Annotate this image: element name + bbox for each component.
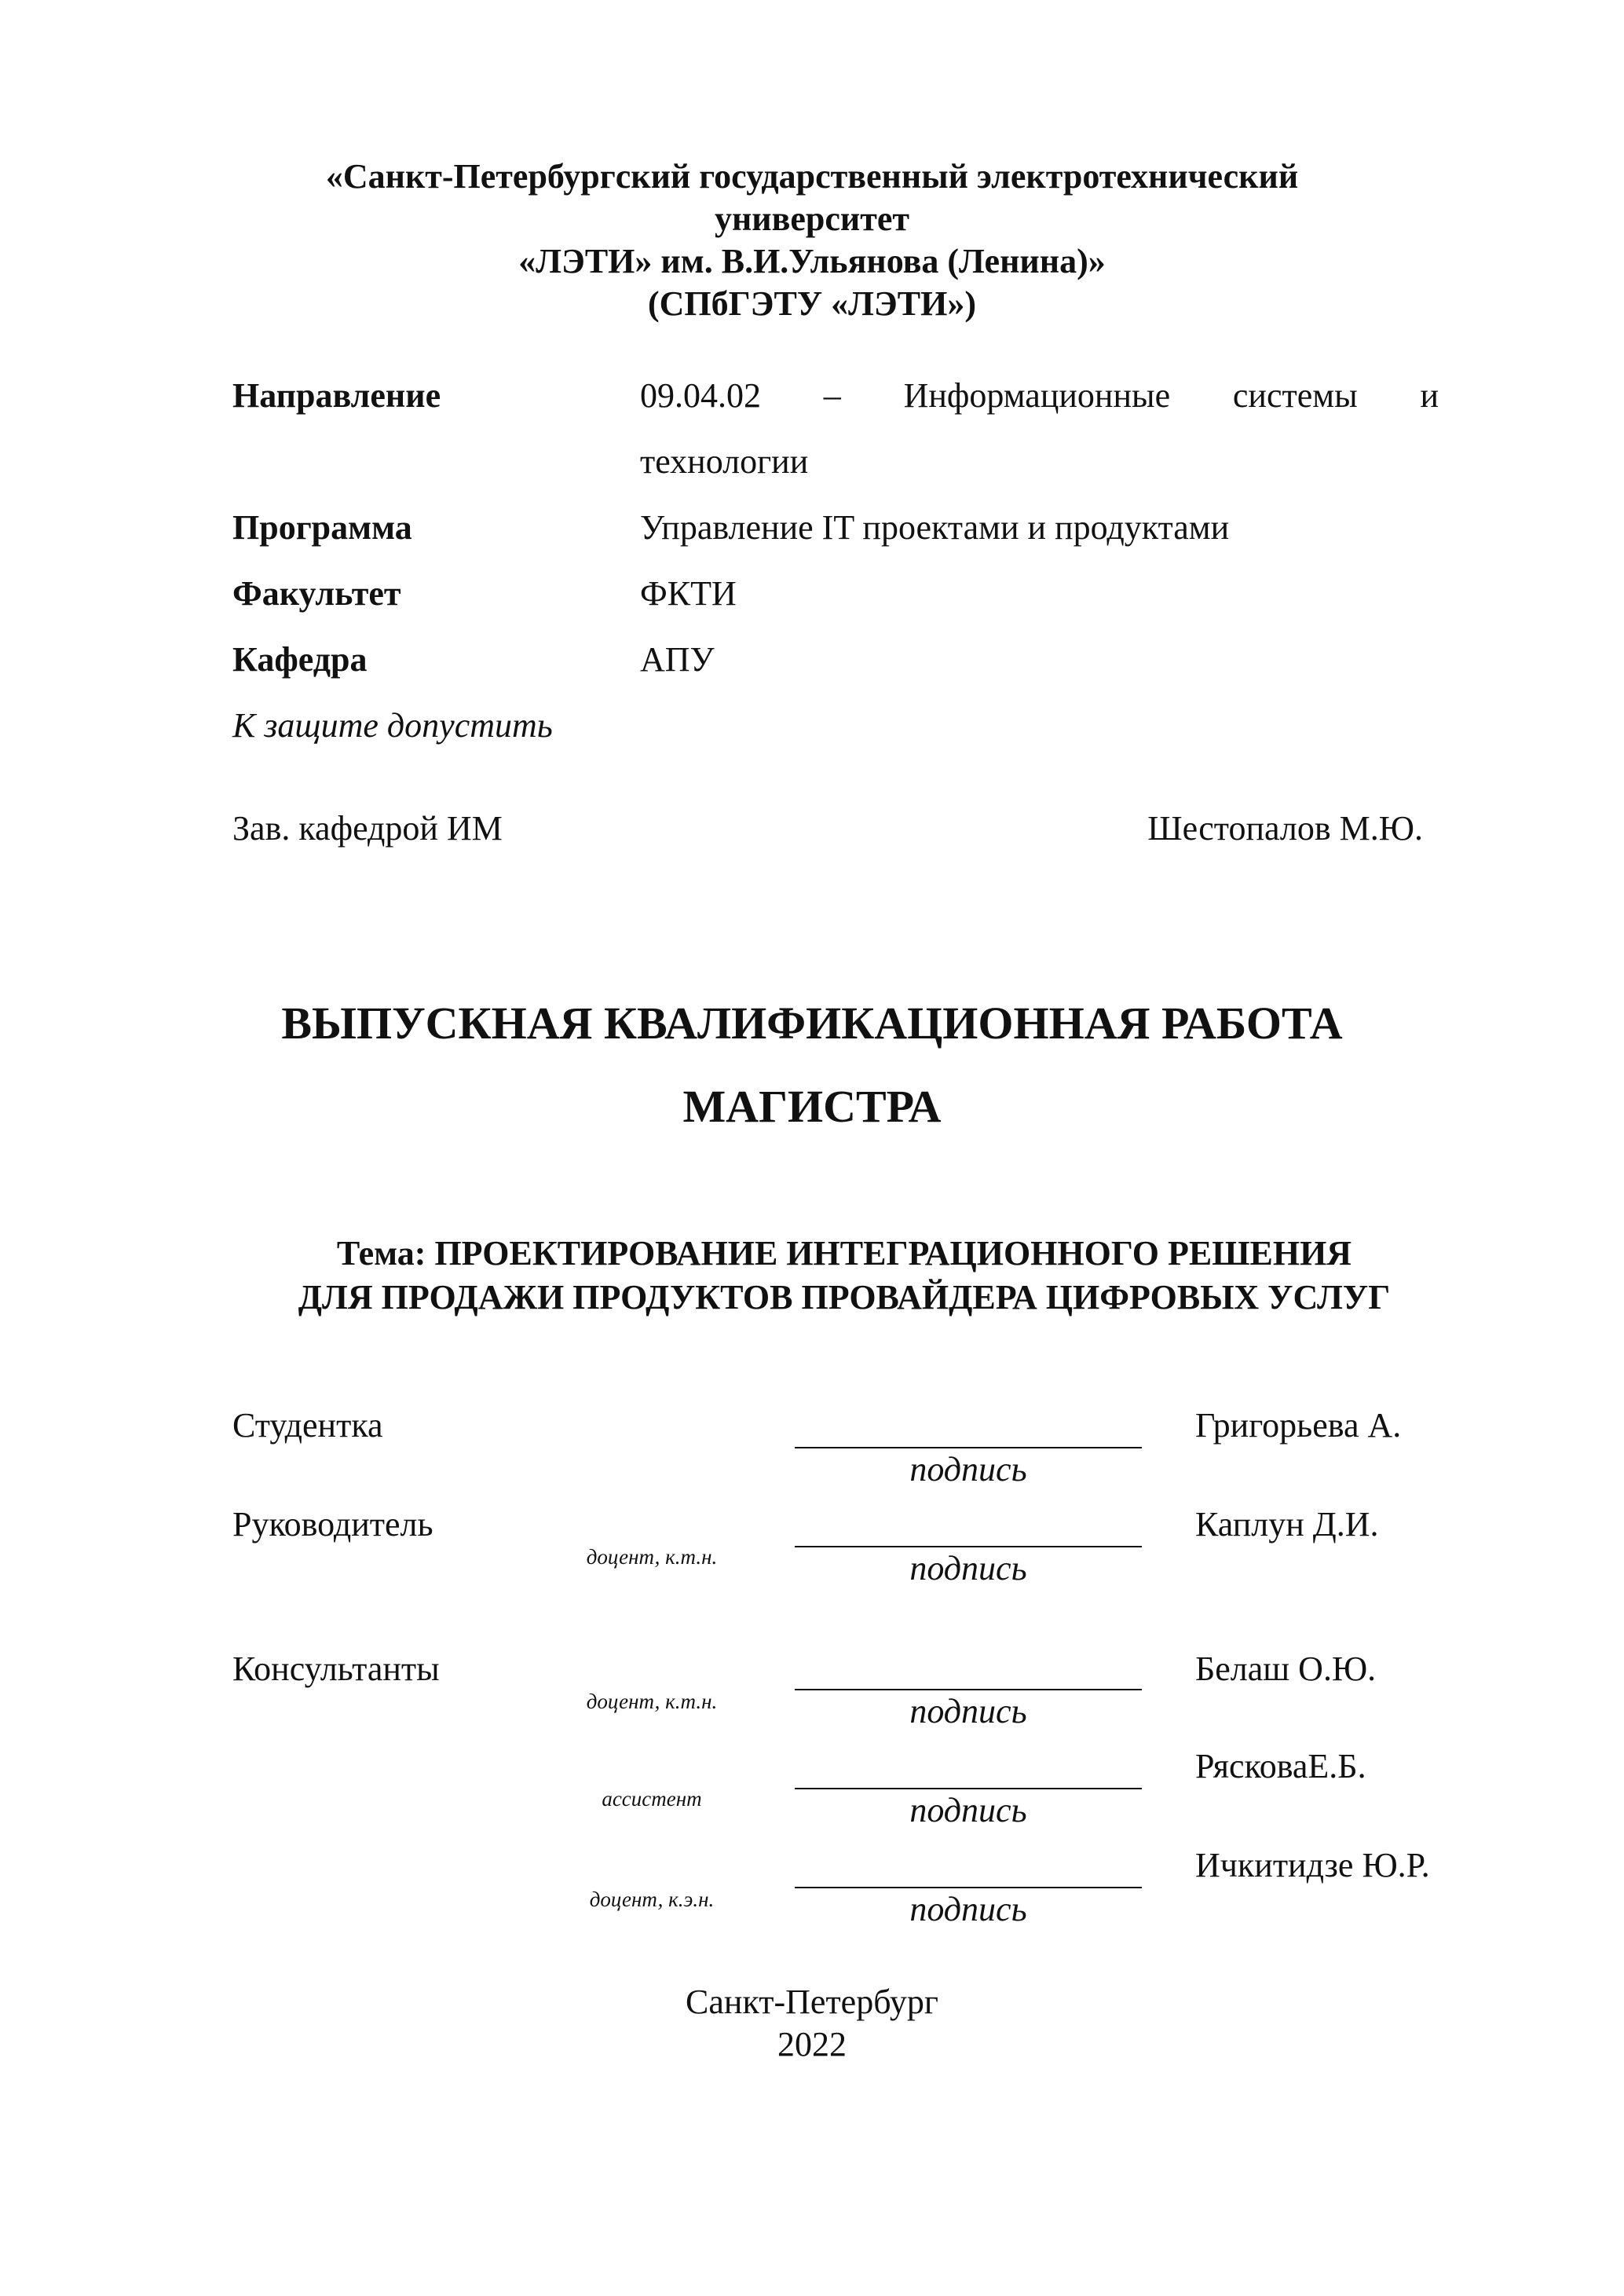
consultant2-degree: ассистент	[602, 1787, 702, 1811]
topic-line2: ДЛЯ ПРОДАЖИ ПРОДУКТОВ ПРОВАЙДЕРА ЦИФРОВЫХ УСЛУГ	[298, 1278, 1391, 1316]
program-label: Программа	[232, 508, 412, 547]
consultant2-name: РясковаЕ.Б.	[1195, 1747, 1366, 1785]
year: 2022	[777, 2025, 847, 2063]
consultant1-name: Белаш О.Ю.	[1195, 1650, 1377, 1688]
department-head-label: Зав. кафедрой ИМ	[232, 809, 503, 848]
faculty-value: ФКТИ	[640, 574, 737, 613]
consultant3-name: Ичкитидзе Ю.Р.	[1195, 1846, 1430, 1884]
supervisor-name: Каплун Д.И.	[1195, 1505, 1379, 1543]
direction-label: Направление	[232, 376, 441, 415]
supervisor-label: Руководитель	[232, 1505, 433, 1543]
supervisor-degree: доцент, к.т.н.	[586, 1545, 718, 1569]
supervisor-signature-caption: подпись	[909, 1549, 1027, 1587]
department-label: Кафедра	[232, 640, 368, 679]
consultant1-signature-caption: подпись	[909, 1692, 1027, 1730]
topic-line1: Тема: ПРОЕКТИРОВАНИЕ ИНТЕГРАЦИОННОГО РЕШЕНИЯ	[336, 1234, 1352, 1273]
university-name-line2: университет	[714, 200, 910, 238]
student-name: Григорьева А.	[1195, 1406, 1402, 1445]
student-signature-caption: подпись	[909, 1450, 1027, 1489]
university-name-line1: «Санкт-Петербургский государственный электротехнический	[325, 157, 1299, 196]
thesis-title-line1: ВЫПУСКНАЯ КВАЛИФИКАЦИОННАЯ РАБОТА	[281, 998, 1343, 1049]
consultant3-degree: доцент, к.э.н.	[589, 1888, 715, 1911]
direction-value-line2: технологии	[640, 442, 809, 481]
thesis-title-line2: МАГИСТРА	[682, 1081, 942, 1132]
consultants-label: Консультанты	[232, 1650, 440, 1688]
admit-to-defense: К защите допустить	[232, 706, 553, 745]
city: Санкт-Петербург	[686, 1983, 938, 2021]
direction-value-line1: 09.04.02 – Информационные системы и	[640, 376, 1439, 415]
university-name-line3: «ЛЭТИ» им. В.И.Ульянова (Ленина)»	[518, 242, 1106, 280]
student-label: Студентка	[232, 1406, 383, 1445]
consultant2-signature-caption: подпись	[909, 1791, 1027, 1829]
department-head-name: Шестопалов М.Ю.	[1147, 809, 1423, 848]
university-abbreviation: (СПбГЭТУ «ЛЭТИ»)	[648, 284, 976, 323]
department-value: АПУ	[640, 640, 715, 679]
faculty-label: Факультет	[232, 574, 401, 613]
consultant3-signature-caption: подпись	[909, 1890, 1027, 1928]
program-value: Управление IT проектами и продуктами	[640, 508, 1230, 547]
consultant1-degree: доцент, к.т.н.	[586, 1690, 718, 1713]
